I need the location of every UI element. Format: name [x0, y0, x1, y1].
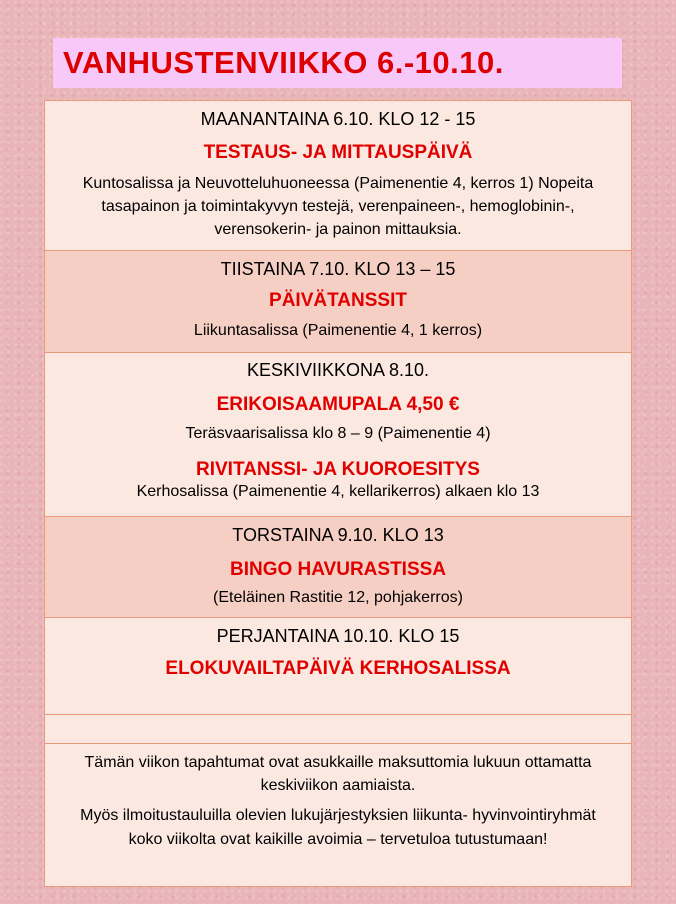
event-title-second: RIVITANSSI- JA KUOROESITYS: [196, 459, 480, 480]
event-details-second: Kerhosalissa (Paimenentie 4, kellarikerros) alkaen klo 13: [136, 483, 540, 500]
day-heading: TORSTAINA 9.10. KLO 13: [232, 525, 444, 545]
schedule-row-monday: [45, 101, 631, 251]
footer-note-fees: Tämän viikon tapahtumat ovat asukkaille maksuttomia lukuun ottamatta keskiviikon aamiaista.: [84, 754, 592, 794]
event-title: TESTAUS- JA MITTAUSPÄIVÄ: [203, 142, 473, 163]
event-details: (Eteläinen Rastitie 12, pohjakerros): [213, 589, 463, 606]
schedule-row-tuesday: [45, 251, 631, 353]
event-details: Teräsvaarisalissa klo 8 – 9 (Paimenentie 4): [185, 425, 491, 442]
schedule-row-friday: [45, 618, 631, 715]
schedule-row-wednesday: [45, 353, 631, 517]
empty-row: [45, 715, 631, 744]
day-heading: PERJANTAINA 10.10. KLO 15: [216, 626, 460, 646]
event-details: Liikuntasalissa (Paimenentie 4, 1 kerros): [193, 322, 483, 339]
day-heading: MAANANTAINA 6.10. KLO 12 - 15: [200, 109, 476, 129]
day-heading: KESKIVIIKKONA 8.10.: [246, 360, 430, 380]
day-heading: TIISTAINA 7.10. KLO 13 – 15: [220, 259, 456, 279]
schedule-table: [44, 100, 632, 887]
page-title: VANHUSTENVIIKKO 6.-10.10.: [63, 45, 504, 80]
event-details: Kuntosalissa ja Neuvotteluhuoneessa (Paimenentie 4, kerros 1) Nopeita tasapainon ja toimintakyvyn testejä, verenpaineen-, hemoglobinin-, verensokerin- ja painon mittauksia.: [82, 175, 594, 238]
schedule-row-thursday: [45, 517, 631, 618]
event-title: ELOKUVAILTAPÄIVÄ KERHOSALISSA: [165, 658, 511, 679]
event-title: PÄIVÄTANSSIT: [269, 290, 407, 311]
footer-notes: [45, 744, 631, 886]
footer-note-groups: Myös ilmoitustauluilla olevien lukujärjestyksien liikunta- hyvinvointiryhmät koko viikolta ovat kaikille avoimia – tervetuloa tutustumaan!: [80, 807, 596, 848]
event-title: ERIKOISAAMUPALA 4,50 €: [216, 394, 460, 415]
title-banner: [53, 38, 622, 88]
event-title: BINGO HAVURASTISSA: [229, 559, 447, 580]
